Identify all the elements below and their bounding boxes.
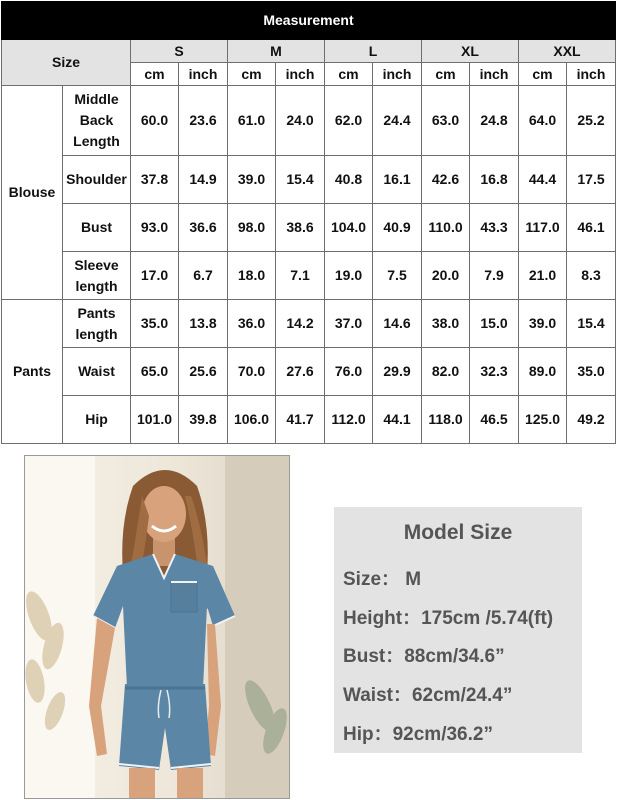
- model-photo: [24, 455, 290, 799]
- measurement-cell: 7.1: [276, 252, 325, 300]
- measurement-cell: 62.0: [325, 86, 373, 156]
- row-label: Waist: [63, 348, 131, 396]
- measurement-cell: 14.9: [179, 156, 228, 204]
- measurement-cell: 27.6: [276, 348, 325, 396]
- measurement-cell: 36.0: [228, 300, 276, 348]
- measurement-cell: 21.0: [519, 252, 567, 300]
- row-label: Middle Back Length: [63, 86, 131, 156]
- table-row: [2, 204, 616, 252]
- table-row: [2, 252, 616, 300]
- measurement-cell: 43.3: [470, 204, 519, 252]
- measurement-cell: 14.2: [276, 300, 325, 348]
- measurement-cell: 98.0: [228, 204, 276, 252]
- measurement-cell: 24.8: [470, 86, 519, 156]
- measurement-cell: 37.0: [325, 300, 373, 348]
- measurement-cell: 106.0: [228, 396, 276, 444]
- measurement-cell: 23.6: [179, 86, 228, 156]
- measurement-cell: 35.0: [567, 348, 616, 396]
- measurement-cell: 15.4: [276, 156, 325, 204]
- measurement-cell: 15.4: [567, 300, 616, 348]
- row-label: Hip: [63, 396, 131, 444]
- measurement-cell: 104.0: [325, 204, 373, 252]
- unit-cm-header: cm: [228, 63, 276, 86]
- measurement-cell: 25.6: [179, 348, 228, 396]
- size-xl-header: XL: [422, 40, 519, 63]
- unit-cm-header: cm: [131, 63, 179, 86]
- measurement-cell: 38.6: [276, 204, 325, 252]
- model-size-panel: [334, 507, 582, 753]
- table-row: [2, 348, 616, 396]
- measurement-cell: 40.8: [325, 156, 373, 204]
- measurement-cell: 112.0: [325, 396, 373, 444]
- measurement-cell: 42.6: [422, 156, 470, 204]
- measurement-cell: 117.0: [519, 204, 567, 252]
- measurement-cell: 13.8: [179, 300, 228, 348]
- measurement-cell: 76.0: [325, 348, 373, 396]
- measurement-cell: 39.8: [179, 396, 228, 444]
- measurement-cell: 20.0: [422, 252, 470, 300]
- measurement-cell: 32.3: [470, 348, 519, 396]
- measurement-cell: 7.5: [373, 252, 422, 300]
- unit-inch-header: inch: [276, 63, 325, 86]
- unit-cm-header: cm: [422, 63, 470, 86]
- measurement-cell: 40.9: [373, 204, 422, 252]
- measurement-cell: 82.0: [422, 348, 470, 396]
- measurement-cell: 63.0: [422, 86, 470, 156]
- measurement-cell: 89.0: [519, 348, 567, 396]
- unit-inch-header: inch: [373, 63, 422, 86]
- measurement-cell: 15.0: [470, 300, 519, 348]
- measurement-cell: 35.0: [131, 300, 179, 348]
- measurement-cell: 16.8: [470, 156, 519, 204]
- measurement-cell: 16.1: [373, 156, 422, 204]
- measurement-cell: 64.0: [519, 86, 567, 156]
- measurement-cell: 41.7: [276, 396, 325, 444]
- model-waist-line: Waist：62cm/24.4”: [343, 685, 513, 706]
- measurement-cell: 25.2: [567, 86, 616, 156]
- table-row: [2, 300, 616, 348]
- model-size-line: Size： M: [343, 569, 422, 590]
- measurement-cell: 24.0: [276, 86, 325, 156]
- unit-cm-header: cm: [325, 63, 373, 86]
- measurement-cell: 37.8: [131, 156, 179, 204]
- measurement-cell: 61.0: [228, 86, 276, 156]
- measurement-cell: 46.5: [470, 396, 519, 444]
- measurement-cell: 7.9: [470, 252, 519, 300]
- size-m-header: M: [228, 40, 325, 63]
- measurement-cell: 93.0: [131, 204, 179, 252]
- measurement-cell: 46.1: [567, 204, 616, 252]
- measurement-cell: 6.7: [179, 252, 228, 300]
- measurement-cell: 101.0: [131, 396, 179, 444]
- measurement-cell: 110.0: [422, 204, 470, 252]
- measurement-cell: 38.0: [422, 300, 470, 348]
- measurement-cell: 44.1: [373, 396, 422, 444]
- measurement-cell: 118.0: [422, 396, 470, 444]
- title-row: [2, 2, 616, 40]
- measurement-cell: 39.0: [228, 156, 276, 204]
- row-label: Sleeve length: [63, 252, 131, 300]
- measurement-cell: 17.5: [567, 156, 616, 204]
- group-label-blouse: Blouse: [2, 86, 63, 300]
- measurement-cell: 39.0: [519, 300, 567, 348]
- measurement-cell: 60.0: [131, 86, 179, 156]
- row-label: Bust: [63, 204, 131, 252]
- model-hip-line: Hip：92cm/36.2”: [343, 724, 493, 745]
- unit-cm-header: cm: [519, 63, 567, 86]
- measurement-cell: 65.0: [131, 348, 179, 396]
- row-label: Shoulder: [63, 156, 131, 204]
- size-l-header: L: [325, 40, 422, 63]
- measurement-cell: 36.6: [179, 204, 228, 252]
- row-label: Pants length: [63, 300, 131, 348]
- model-bust-line: Bust：88cm/34.6”: [343, 646, 505, 667]
- model-size-title: Model Size: [403, 521, 513, 544]
- measurement-cell: 14.6: [373, 300, 422, 348]
- table-row: [2, 86, 616, 156]
- measurement-cell: 24.4: [373, 86, 422, 156]
- measurement-cell: 18.0: [228, 252, 276, 300]
- unit-inch-header: inch: [567, 63, 616, 86]
- measurement-cell: 44.4: [519, 156, 567, 204]
- measurement-cell: 70.0: [228, 348, 276, 396]
- model-height-line: Height：175cm /5.74(ft): [343, 608, 554, 629]
- measurement-cell: 125.0: [519, 396, 567, 444]
- size-xxl-header: XXL: [519, 40, 616, 63]
- size-header: Size: [2, 40, 131, 86]
- measurement-cell: 29.9: [373, 348, 422, 396]
- measurement-cell: 19.0: [325, 252, 373, 300]
- table-row: [2, 396, 616, 444]
- measurement-cell: 8.3: [567, 252, 616, 300]
- measurement-cell: 17.0: [131, 252, 179, 300]
- size-s-header: S: [131, 40, 228, 63]
- size-header-row: [2, 40, 616, 63]
- table-row: [2, 156, 616, 204]
- unit-inch-header: inch: [179, 63, 228, 86]
- model-illustration: [25, 456, 289, 798]
- unit-inch-header: inch: [470, 63, 519, 86]
- measurement-cell: 49.2: [567, 396, 616, 444]
- group-label-pants: Pants: [2, 300, 63, 444]
- table-title: Measurement: [2, 2, 616, 40]
- measurement-table: [1, 1, 616, 444]
